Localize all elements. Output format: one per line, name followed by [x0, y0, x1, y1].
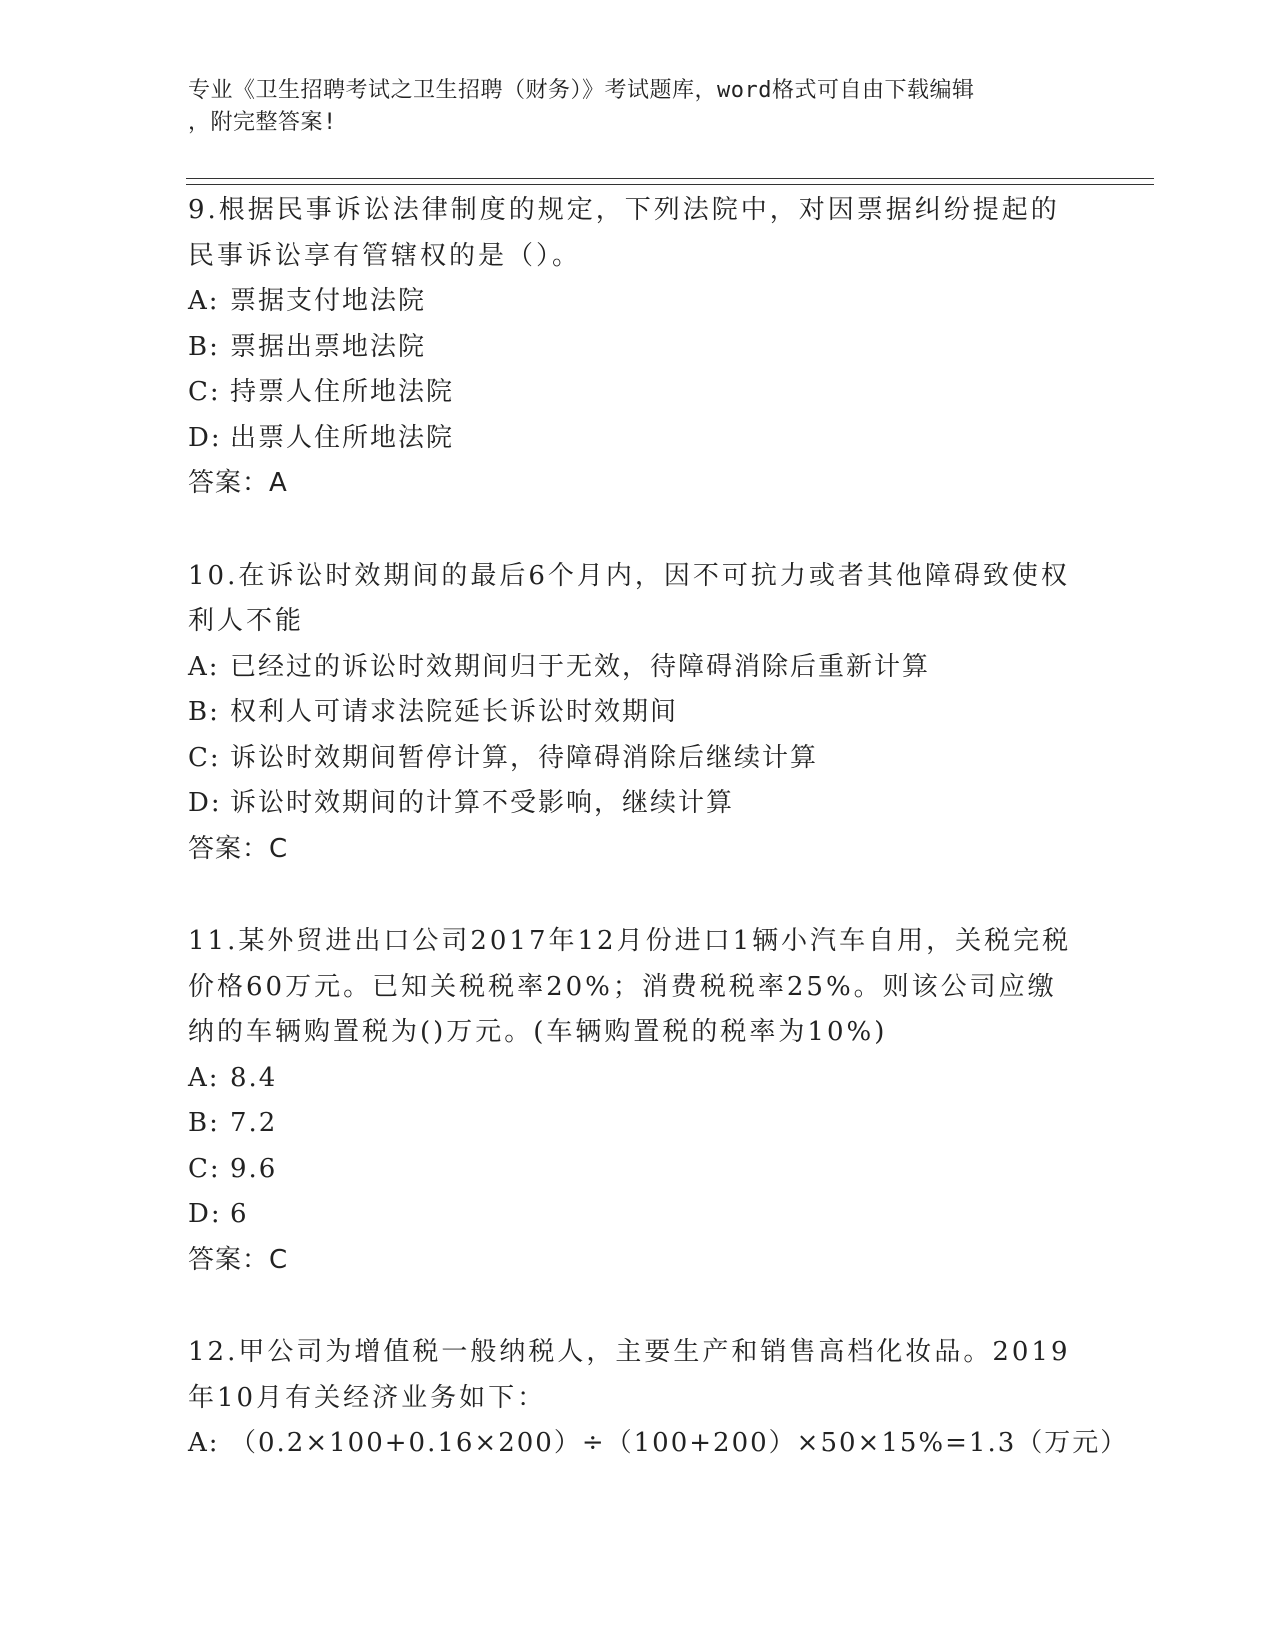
option-text: 已经过的诉讼时效期间归于无效，待障碍消除后重新计算 [230, 651, 931, 682]
option-letter: B: [188, 697, 220, 727]
option-b [188, 690, 1088, 736]
option-a [188, 279, 1088, 325]
option-letter: C: [188, 377, 221, 407]
option-letter: A: [188, 286, 220, 316]
option-letter: B: [188, 331, 220, 362]
header-line-2: ，附完整答案! [188, 110, 337, 135]
option-d [188, 1192, 1088, 1238]
option-text: 9.6 [230, 1153, 278, 1184]
option-letter: D: [188, 422, 222, 453]
question-12 [188, 1330, 1129, 1467]
document-header [188, 75, 1068, 139]
option-text: 出票人住所地法院 [230, 422, 455, 453]
option-text: 权利人可请求法院延长诉讼时效期间 [230, 697, 679, 727]
option-text: 持票人住所地法院 [230, 377, 455, 407]
question-10 [188, 554, 1088, 873]
question-stem-line: 9.根据民事诉讼法律制度的规定，下列法院中，对因票据纠纷提起的 [188, 195, 1060, 225]
option-text: 票据出票地法院 [230, 331, 427, 362]
option-letter: D: [188, 1199, 222, 1229]
option-text: （0.2×100+0.16×200）÷（100+200）×50×15%=1.3（万元） [230, 1428, 1129, 1458]
question-stem-line: 纳的车辆购置税为()万元。(车辆购置税的税率为10%) [188, 1017, 888, 1047]
option-text: 票据支付地法院 [230, 286, 427, 316]
option-letter: B: [188, 1108, 220, 1138]
option-letter: C: [188, 1153, 221, 1184]
option-text: 7.2 [230, 1108, 278, 1138]
option-c [188, 1147, 1088, 1193]
option-letter: A: [188, 1062, 220, 1093]
option-letter: C: [188, 742, 221, 773]
option-a [188, 1056, 1088, 1102]
option-c [188, 370, 1088, 416]
question-stem-line: 12.甲公司为增值税一般纳税人，主要生产和销售高档化妆品。2019 [188, 1337, 1071, 1367]
option-text: 诉讼时效期间暂停计算，待障碍消除后继续计算 [230, 742, 819, 773]
header-line-1: 专业《卫生招聘考试之卫生招聘（财务）》考试题库，word格式可自由下载编辑 [188, 78, 975, 103]
option-text: 6 [230, 1199, 249, 1229]
question-list [188, 188, 1129, 1514]
header-rule-top [186, 178, 1154, 179]
answer-line: 答案：C [188, 1244, 289, 1275]
question-stem-line: 年10月有关经济业务如下： [188, 1382, 547, 1413]
question-stem-line: 利人不能 [188, 606, 305, 636]
option-letter: D: [188, 788, 222, 818]
header-rule-bottom [186, 184, 1154, 185]
option-text: 8.4 [230, 1062, 278, 1093]
question-9 [188, 188, 1088, 507]
answer-line: 答案：C [188, 833, 289, 864]
question-stem-line: 价格60万元。已知关税税率20%；消费税税率25%。则该公司应缴 [188, 971, 1057, 1002]
question-11 [188, 919, 1088, 1283]
option-d [188, 781, 1088, 827]
option-a [188, 645, 1088, 691]
answer-line: 答案：A [188, 468, 288, 498]
question-stem-line: 11.某外贸进出口公司2017年12月份进口1辆小汽车自用，关税完税 [188, 926, 1072, 956]
option-text: 诉讼时效期间的计算不受影响，继续计算 [230, 788, 735, 818]
option-a [188, 1421, 1129, 1467]
option-letter: A: [188, 1428, 220, 1458]
option-c [188, 736, 1088, 782]
question-stem-line: 民事诉讼享有管辖权的是（）。 [188, 240, 582, 271]
option-d [188, 416, 1088, 462]
option-b [188, 325, 1088, 371]
question-stem-line: 10.在诉讼时效期间的最后6个月内，因不可抗力或者其他障碍致使权 [188, 560, 1070, 591]
option-b [188, 1101, 1088, 1147]
option-letter: A: [188, 651, 220, 682]
